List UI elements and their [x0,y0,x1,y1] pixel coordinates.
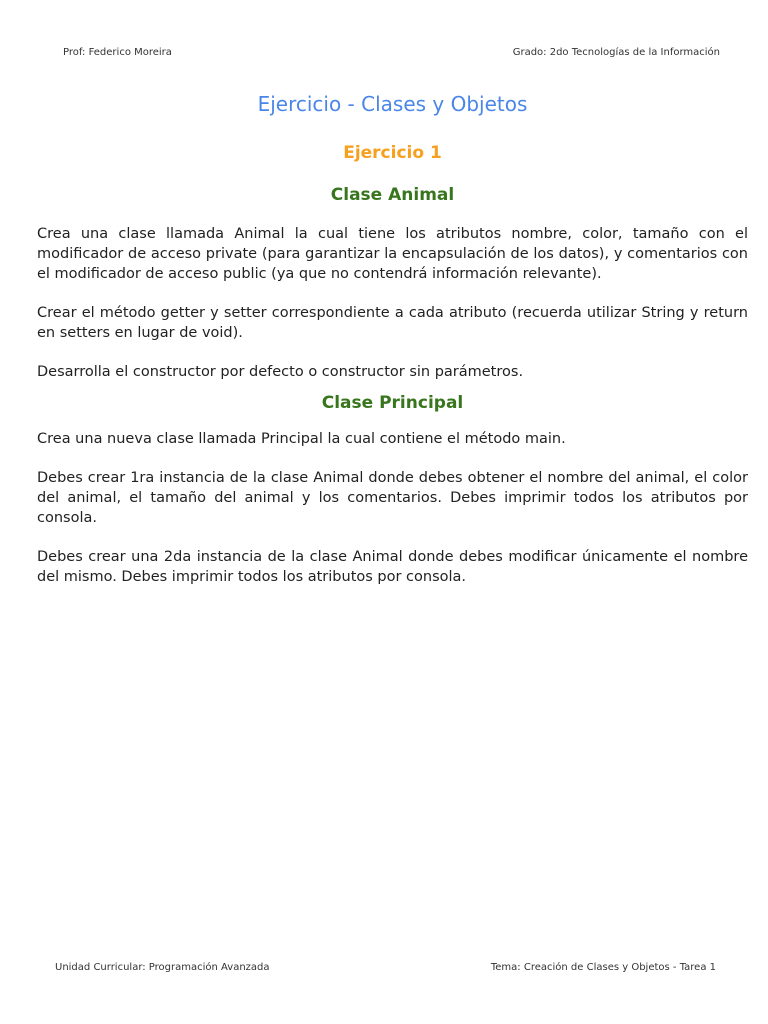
paragraph: Crear el método getter y setter correspondiente a cada atributo (recuerda utilizar String y return en setters en lugar de void). [37,305,748,341]
section-heading-animal: Clase Animal [330,185,455,205]
paragraph: Debes crear una 2da instancia de la clase Animal donde debes modificar únicamente el nombre del mismo. Debes imprimir todos los atributos por consola. [37,549,748,585]
section-heading-principal: Clase Principal [321,393,464,413]
exercise-title: Ejercicio 1 [343,143,442,163]
document-body [37,88,748,587]
page-footer [55,962,716,978]
paragraph: Debes crear 1ra instancia de la clase Animal donde debes obtener el nombre del animal, el color del animal, el tamaño del animal y los comentarios. Debes imprimir todos los atributos por consola. [37,470,748,526]
page-title: Ejercicio - Clases y Objetos [257,92,528,116]
footer-course: Unidad Curricular: Programación Avanzada [55,962,270,973]
header-professor: Prof: Federico Moreira [63,47,172,58]
page-header [63,47,720,63]
paragraph: Crea una nueva clase llamada Principal la cual contiene el método main. [37,431,566,447]
paragraph: Crea una clase llamada Animal la cual tiene los atributos nombre, color, tamaño con el modificador de acceso private (para garantizar la encapsulación de los datos), y comentarios con el modificador de acceso public (ya que no contendrá información relevante). [37,226,748,282]
paragraph: Desarrolla el constructor por defecto o constructor sin parámetros. [37,364,524,380]
footer-topic: Tema: Creación de Clases y Objetos - Tarea 1 [490,962,716,973]
header-grade: Grado: 2do Tecnologías de la Información [512,47,720,58]
